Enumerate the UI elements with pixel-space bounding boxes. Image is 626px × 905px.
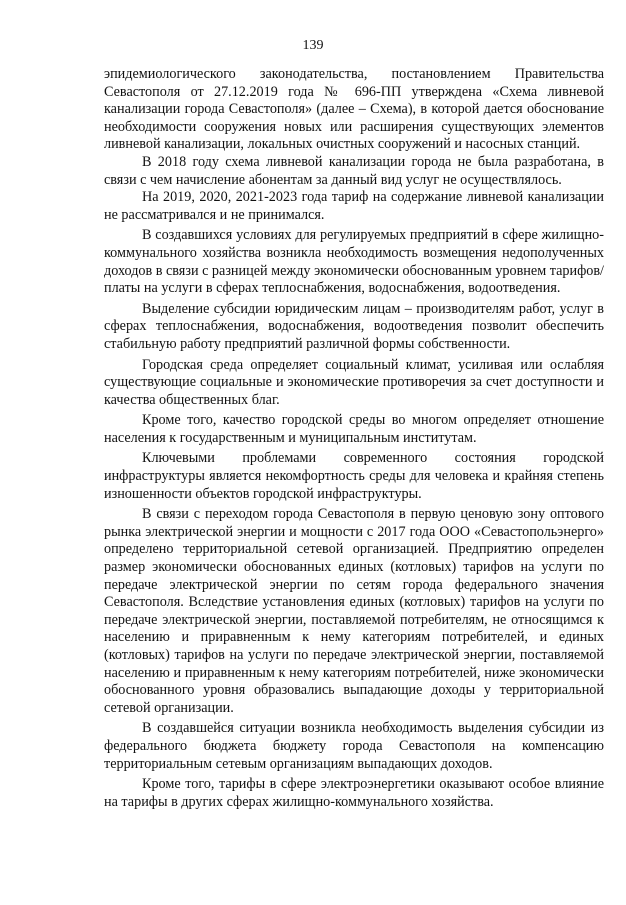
paragraph-11: Кроме того, тарифы в сфере электроэнергетики оказывают особое влияние на тарифы в других сферах жилищно-коммунального хозяйства. — [104, 776, 604, 810]
paragraph-3: На 2019, 2020, 2021-2023 года тариф на содержание ливневой канализации не рассматривался и не принимался. — [104, 189, 604, 223]
paragraph-7: Кроме того, качество городской среды во многом определяет отношение населения к государственным и муниципальным институтам. — [104, 412, 604, 446]
paragraph-4: В создавшихся условиях для регулируемых предприятий в сфере жилищно-коммунального хозяйства возникла необходимость возмещения недополученных доходов в связи с разницей между экономически обоснованным уровнем тарифов/платы на услуги в сферах теплоснабжения, водоснабжения, водоотведения. — [104, 227, 604, 297]
paragraph-1: эпидемиологического законодательства, постановлением Правительства Севастополя от 27.12.2019 года № 696-ПП утверждена «Схема ливневой канализации города Севастополя» (далее – Схема), в которой дается обоснование необходимости сооружения новых или расширения существующих элементов ливневой канализации, локальных очистных сооружений и насосных станций. — [104, 66, 604, 153]
paragraph-2: В 2018 году схема ливневой канализации города не была разработана, в связи с чем начисление абонентам за данный вид услуг не осуществлялось. — [104, 153, 604, 188]
document-body — [104, 66, 604, 811]
paragraph-5: Выделение субсидии юридическим лицам – производителям работ, услуг в сферах теплоснабжения, водоснабжения, водоотведения позволит обеспечить стабильную работу предприятий различной формы собственности. — [104, 300, 604, 352]
paragraph-9: В связи с переходом города Севастополя в первую ценовую зону оптового рынка электрической энергии и мощности с 2017 года ООО «Севастопольэнерго» определено территориальной сетевой организацией. Предприятию определен размер экономически обоснованных единых (котловых) тарифов на услуги по передаче электрической энергии по сетям города федерального значения Севастополя. Вследствие установления единых (котловых) тарифов на услуги по передаче электрической энергии, поставляемой потребителям, не относящимся к населению и приравненным к нему категориям потребителей, и единых (котловых) тарифов на услуги по передаче электрической энергии, поставляемой населению и приравненным к нему категориям потребителей, ниже экономически обоснованного уровня образовались выпадающие доходы у территориальной сетевой организации. — [104, 506, 604, 716]
paragraph-10: В создавшейся ситуации возникла необходимость выделения субсидии из федерального бюджета бюджету города Севастополя на компенсацию территориальным сетевым организациям выпадающих доходов. — [104, 720, 604, 772]
paragraph-8: Ключевыми проблемами современного состояния городской инфраструктуры является некомфортность среды для человека и крайняя степень изношенности объектов городской инфраструктуры. — [104, 450, 604, 502]
paragraph-6: Городская среда определяет социальный климат, усиливая или ослабляя существующие социальные и экономические противоречия за счет доступности и качества общественных благ. — [104, 356, 604, 408]
page-number: 139 — [302, 38, 324, 53]
